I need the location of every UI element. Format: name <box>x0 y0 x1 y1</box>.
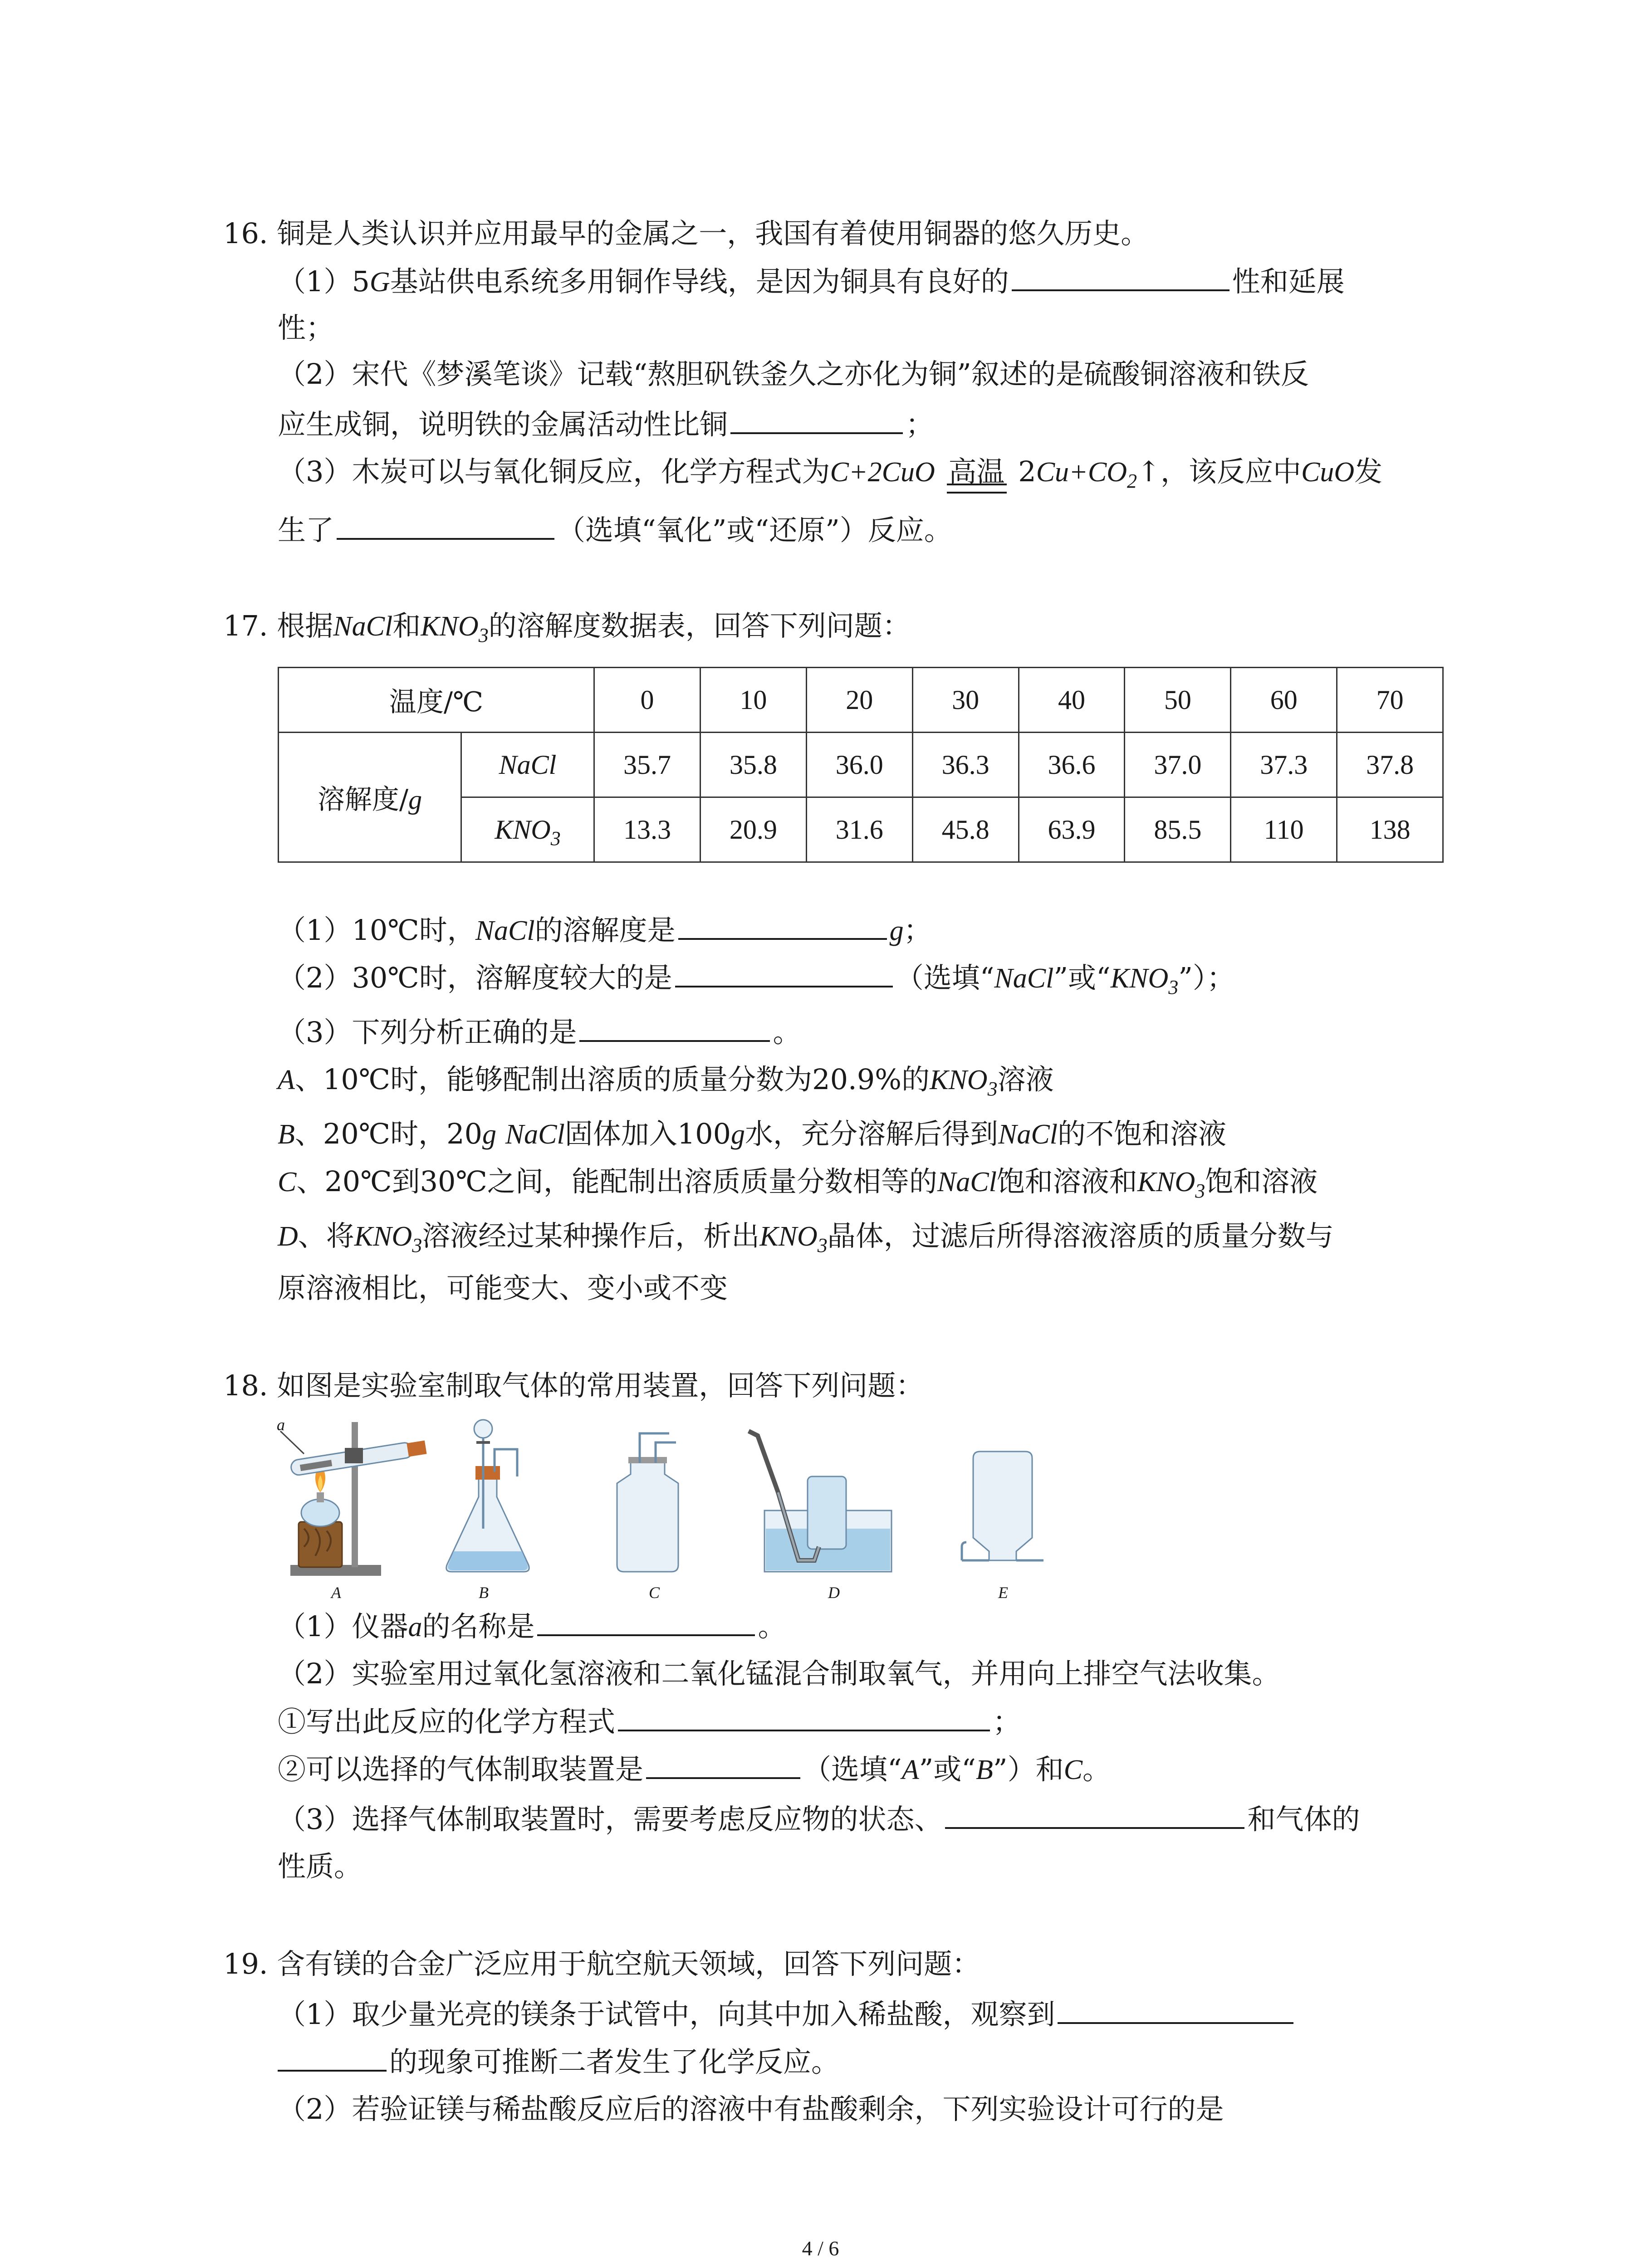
q19-part1-cont: 的现象可推断二者发生了化学反应。 <box>278 2043 839 2080</box>
table-label-kno3: $KNO_3$ <box>461 797 594 862</box>
table-row <box>279 668 1443 733</box>
answer-blank[interactable] <box>537 1608 755 1636</box>
table-cell: 70 <box>1337 668 1443 733</box>
q19-stem: 19. 含有镁的合金广泛应用于航空航天领域，回答下列问题： <box>223 1947 980 1980</box>
q18-part3: （3）选择气体制取装置时，需要考虑反应物的状态、 和气体的 <box>278 1801 1360 1838</box>
answer-blank[interactable] <box>1058 1996 1293 2024</box>
table-label-nacl: NaCl <box>461 733 594 797</box>
table-cell: 35.8 <box>700 733 806 797</box>
q19-part2: （2）若验证镁与稀盐酸反应后的溶液中有盐酸剩余，下列实验设计可行的是 <box>278 2092 1224 2126</box>
figure-label: A <box>331 1584 341 1602</box>
table-cell: 36.6 <box>1019 733 1125 797</box>
page-number: 4 / 6 <box>802 2237 839 2260</box>
q18-part2: （2）实验室用过氧化氢溶液和二氧化锰混合制取氧气，并用向上排空气法收集。 <box>278 1657 1280 1690</box>
table-cell: 31.6 <box>806 797 912 862</box>
q18-part2-1: ①写出此反应的化学方程式 ； <box>278 1703 1021 1740</box>
table-cell: 60 <box>1231 668 1337 733</box>
answer-blank[interactable] <box>1012 263 1230 291</box>
table-cell: 35.7 <box>594 733 700 797</box>
q16-part1: （1）5G基站供电系统多用铜作导线，是因为铜具有良好的 性和延展 <box>278 263 1345 300</box>
q18-part3-cont: 性质。 <box>278 1850 362 1883</box>
apparatus-figure <box>272 1415 1089 1606</box>
table-cell: 63.9 <box>1019 797 1125 862</box>
q17-part3: （3）下列分析正确的是 。 <box>278 1014 801 1051</box>
q16-stem: 16. 铜是人类认识并应用最早的金属之一，我国有着使用铜器的悠久历史。 <box>223 217 1149 250</box>
q17-option-c[interactable]: C、20℃到30℃之间，能配制出溶质质量分数相等的NaCl饱和溶液和$KNO_3$饱和溶液 <box>278 1165 1318 1202</box>
q17-part1: （1）10℃时，NaCl的溶解度是 g； <box>278 912 932 949</box>
q18-part1: （1）仪器a的名称是 。 <box>278 1608 786 1645</box>
q17-option-b[interactable]: B、20℃时，20g NaCl固体加入100g水，充分溶解后得到NaCl的不饱和溶液 <box>278 1117 1226 1150</box>
table-cell: 20 <box>806 668 912 733</box>
answer-blank[interactable] <box>579 1014 770 1042</box>
table-row-label: 溶解度/g <box>279 733 461 862</box>
q16-part1-cont: 性； <box>278 311 334 344</box>
q17-part2: （2）30℃时，溶解度较大的是 （选填“NaCl”或“$KNO_3$”）； <box>278 959 1235 997</box>
q18-part2-2: ②可以选择的气体制取装置是 （选填“A”或“B”）和C。 <box>278 1751 1111 1788</box>
q17-stem: 17. 根据NaCl和$KNO_3$的溶解度数据表，回答下列问题： <box>223 609 911 646</box>
figure-label: C <box>649 1584 660 1602</box>
table-cell: 20.9 <box>700 797 806 862</box>
table-cell: 138 <box>1337 797 1443 862</box>
reaction-condition: 高温 <box>944 454 1009 490</box>
table-cell: 37.3 <box>1231 733 1337 797</box>
table-cell: 36.0 <box>806 733 912 797</box>
answer-blank[interactable] <box>730 406 903 434</box>
figure-label: D <box>828 1584 840 1602</box>
answer-blank[interactable] <box>337 512 554 540</box>
answer-blank[interactable] <box>646 1751 800 1779</box>
figure-label: E <box>998 1584 1008 1602</box>
table-cell: 85.5 <box>1125 797 1231 862</box>
answer-blank[interactable] <box>278 2043 387 2072</box>
q16-part2: （2）宋代《梦溪笔谈》记载“熬胆矾铁釜久之亦化为铜”叙述的是硫酸铜溶液和铁反 <box>278 357 1309 391</box>
table-cell: 110 <box>1231 797 1337 862</box>
figure-label-a: a <box>277 1416 285 1434</box>
answer-blank[interactable] <box>945 1801 1244 1829</box>
table-cell: 30 <box>912 668 1019 733</box>
apparatus-c <box>617 1433 678 1572</box>
table-header-temp: 温度/℃ <box>279 668 594 733</box>
answer-blank[interactable] <box>678 912 887 940</box>
apparatus-d <box>749 1431 892 1572</box>
apparatus-a <box>280 1422 427 1576</box>
table-cell: 37.0 <box>1125 733 1231 797</box>
apparatus-b <box>446 1420 529 1572</box>
q16-part3-cont: 生了 （选填“氧化”或“还原”）反应。 <box>278 512 952 548</box>
q16-part2-cont: 应生成铜，说明铁的金属活动性比铜 ； <box>278 406 934 443</box>
table-cell: 37.8 <box>1337 733 1443 797</box>
q17-option-d-cont: 原溶液相比，可能变大、变小或不变 <box>278 1271 728 1305</box>
q16-part3: （3）木炭可以与氧化铜反应，化学方程式为C+2CuO 高温 $2Cu+CO_2↑$，该反应中CuO发 <box>278 454 1382 490</box>
figure-label: B <box>479 1584 489 1602</box>
table-cell: 0 <box>594 668 700 733</box>
apparatus-e <box>962 1452 1043 1560</box>
table-cell: 45.8 <box>912 797 1019 862</box>
table-cell: 10 <box>700 668 806 733</box>
apparatus-illustration <box>272 1415 1089 1606</box>
table-cell: 40 <box>1019 668 1125 733</box>
answer-blank[interactable] <box>675 959 893 987</box>
table-row <box>279 733 1443 797</box>
table-cell: 50 <box>1125 668 1231 733</box>
solubility-table <box>278 667 1444 863</box>
table-cell: 36.3 <box>912 733 1019 797</box>
q17-option-a[interactable]: A、10℃时，能够配制出溶质的质量分数为20.9%的$KNO_3$溶液 <box>278 1063 1054 1100</box>
q19-part1: （1）取少量光亮的镁条于试管中，向其中加入稀盐酸，观察到 <box>278 1996 1296 2033</box>
q18-stem: 18. 如图是实验室制取气体的常用装置，回答下列问题： <box>223 1369 924 1402</box>
q17-option-d[interactable]: D、将$KNO_3$溶液经过某种操作后，析出$KNO_3$晶体，过滤后所得溶液溶质的质量分数与 <box>278 1219 1334 1256</box>
table-cell: 13.3 <box>594 797 700 862</box>
answer-blank[interactable] <box>618 1703 990 1731</box>
